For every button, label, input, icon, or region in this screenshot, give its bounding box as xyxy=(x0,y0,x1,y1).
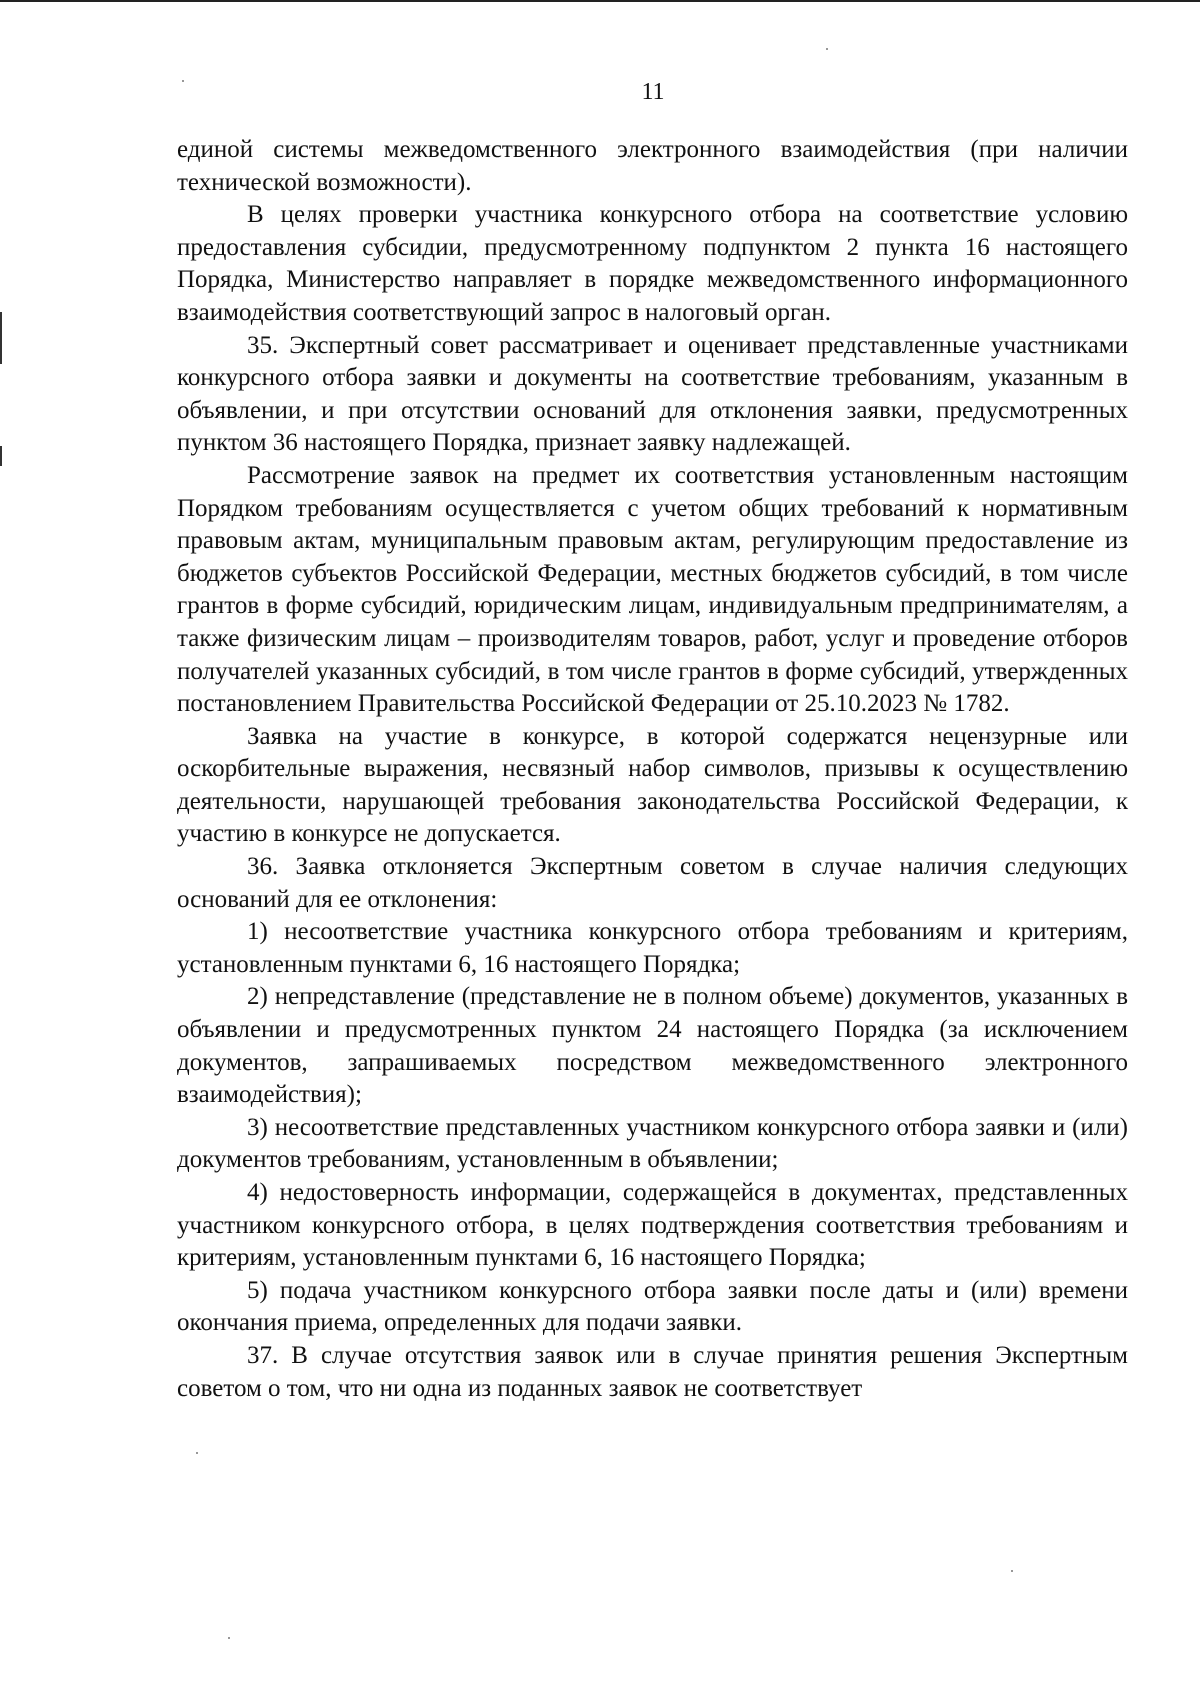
paragraph: Заявка на участие в конкурсе, в которой содержатся нецензурные или оскорбительные выражения, несвязный набор символов, призывы к осуществлению деятельности, нарушающей требования законодательства Российской Федерации, к участию в конкурсе не допускается. xyxy=(177,722,1128,848)
paragraph-item-36: 36. Заявка отклоняется Экспертным советом в случае наличия следующих оснований для ее отклонения: xyxy=(177,853,1128,913)
list-item: 3) несоответствие представленных участником конкурсного отбора заявки и (или) документов требованиям, установленным в объявлении; xyxy=(177,1113,1128,1174)
document-body xyxy=(177,134,1128,1405)
scan-speck xyxy=(196,1452,198,1454)
scan-speck xyxy=(228,1637,230,1639)
scan-top-edge xyxy=(0,0,1200,2)
paragraph: Рассмотрение заявок на предмет их соответствия установленным настоящим Порядком требованиям осуществляется с учетом общих требований к нормативным правовым актам, муниципальным правовым актам, регулирующим предоставление из бюджетов субъектов Российской Федерации, местных бюджетов субсидий, в том числе грантов в форме субсидий, юридическим лицам, индивидуальным предпринимателям, а также физическим лицам – производителям товаров, работ, услуг и проведение отборов получателей указанных субсидий, в том числе грантов в форме субсидий, утвержденных постановлением Правительства Российской Федерации от 25.10.2023 № 1782. xyxy=(177,461,1128,718)
scan-speck xyxy=(826,48,828,50)
scan-margin-mark xyxy=(0,312,2,364)
paragraph-item-35: 35. Экспертный совет рассматривает и оценивает представленные участниками конкурсного отбора заявки и документы на соответствие требованиям, указанным в объявлении, и при отсутствии оснований для отклонения заявки, предусмотренных пунктом 36 настоящего Порядка, признает заявку надлежащей. xyxy=(177,331,1128,457)
page-number: 11 xyxy=(641,79,665,105)
scan-margin-mark xyxy=(0,446,2,466)
paragraph: В целях проверки участника конкурсного отбора на соответствие условию предоставления субсидии, предусмотренному подпунктом 2 пункта 16 настоящего Порядка, Министерство направляет в порядке межведомственного информационного взаимодействия соответствующий запрос в налоговый орган. xyxy=(177,201,1128,326)
list-item: 5) подача участником конкурсного отбора заявки после даты и (или) времени окончания приема, определенных для подачи заявки. xyxy=(177,1276,1128,1337)
paragraph: единой системы межведомственного электронного взаимодействия (при наличии технической возможности). xyxy=(177,136,1128,196)
list-item: 4) недостоверность информации, содержащейся в документах, представленных участником конкурсного отбора, в целях подтверждения соответствия требованиям и критериям, установленным пунктами 6, 16 настоящего Порядка; xyxy=(177,1179,1128,1272)
paragraph-item-37: 37. В случае отсутствия заявок или в случае принятия решения Экспертным советом о том, что ни одна из поданных заявок не соответствует xyxy=(177,1341,1128,1402)
list-item: 1) несоответствие участника конкурсного отбора требованиям и критериям, установленным пунктами 6, 16 настоящего Порядка; xyxy=(177,918,1128,978)
list-item: 2) непредставление (представление не в полном объеме) документов, указанных в объявлении и предусмотренных пунктом 24 настоящего Порядка (за исключением документов, запрашиваемых посредством межведомственного электронного взаимодействия); xyxy=(177,983,1128,1109)
scan-speck xyxy=(1011,1570,1013,1572)
